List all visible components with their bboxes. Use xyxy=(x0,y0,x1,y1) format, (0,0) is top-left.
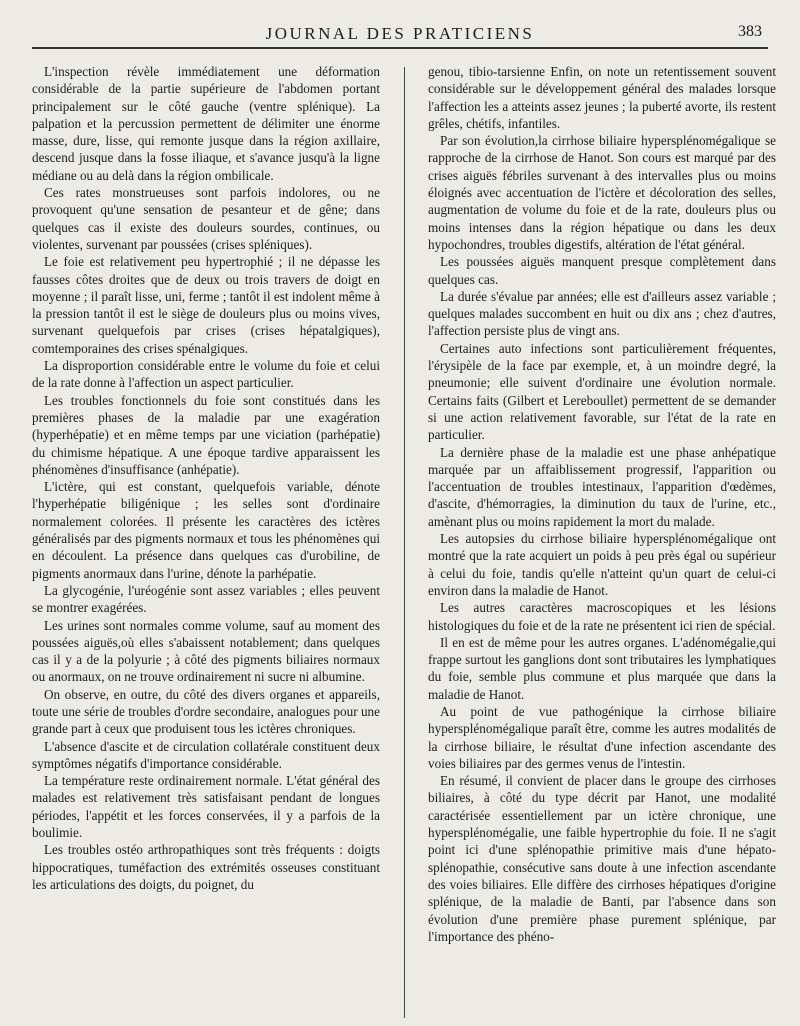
right-column xyxy=(428,63,776,1018)
page-header xyxy=(28,14,772,50)
paragraph: Certaines auto infections sont particulièrement fréquentes, l'érysipèle de la face par exemple, et, à un moindre degré, la pneumonie; elle suivent d'ordinaire une évolution normale. Certains faits (Gilbert et Lereboullet) permettent de se demander si une action relativement favorable, sur l'état de la rate en particulier. xyxy=(428,340,776,443)
paragraph: Les troubles fonctionnels du foie sont constitués dans les premières phases de la maladie par une exagération (hyperhépatie) et en même temps par une viciation (parhépatie) du chimisme hépatique. A une époque tardive apparaissent les phénomènes d'insuffisance (anhépatie). xyxy=(32,392,380,477)
paragraph: Les troubles ostéo arthropathiques sont très fréquents : doigts hippocratiques, tuméfaction des extrémités osseuses constituant les articulations des doigts, du poignet, du xyxy=(32,842,380,892)
page-number: 383 xyxy=(738,23,762,40)
paragraph: Il en est de même pour les autres organes. L'adénomégalie,qui frappe surtout les ganglions dont sont tributaires les lymphatiques du foie, semble plus commune et plus marquée que dans la maladie de Hanot. xyxy=(428,634,776,702)
running-title: JOURNAL DES PRATICIENS xyxy=(265,24,535,43)
paragraph: L'ictère, qui est constant, quelquefois variable, dénote l'hyperhépatie biligénique ; les selles sont d'ordinaire normalement colorées. Il présente les caractères des ictères généralisés par des pigments normaux et tous les phénomènes qui en découlent. La présence dans quelques cas d'urobiline, de pigments anormaux dans l'urine, dénote la parhépatie. xyxy=(32,479,380,581)
paragraph: La disproportion considérable entre le volume du foie et celui de la rate donne à l'affection un aspect particulier. xyxy=(32,358,380,391)
paragraph: Les urines sont normales comme volume, sauf au moment des poussées aiguës,où elles s'abaissent notablement; dans quelques cas il y a de la polyurie ; à côté des pigments biliaires normaux ou anormaux, on ne trouve ordinairement ni sucre ni albumine. xyxy=(32,617,380,685)
paragraph: Les autres caractères macroscopiques et les lésions histologiques du foie et de la rate ne présentent ici rien de spécial. xyxy=(428,600,776,633)
paragraph: Le foie est relativement peu hypertrophié ; il ne dépasse les fausses côtes droites que de deux ou trois travers de doigt en moyenne ; il paraît lisse, uni, ferme ; tantôt il est indolent même à la pression tantôt il est le siège de douleurs plus ou moins vives, survenant quelquefois par crises (crises hépatalgiques), comtemporaines des crises spénalgiques. xyxy=(32,254,380,356)
paragraph: La dernière phase de la maladie est une phase anhépatique marquée par un affaiblissement progressif, l'apparition ou l'accentuation de troubles intestinaux, l'apparition d'œdèmes, d'ascite, d'hémorragies, la diminution du taux de l'urine, etc., amènant plus ou moins rapidement la mort du malade. xyxy=(428,444,776,529)
paragraph: Au point de vue pathogénique la cirrhose biliaire hypersplénomégalique paraît être, comme les autres modalités de la cirrhose biliaire, le résultat d'une infection ascendante des voies biliaires par des germes venus de l'intestin. xyxy=(428,703,776,771)
paragraph: En résumé, il convient de placer dans le groupe des cirrhoses biliaires, à côté du type décrit par Hanot, une modalité caractérisée essentiellement par un ictère chronique, une hypersplénomégalie, une faible hypertrophie du foie. Il ne s'agit point ici d'une splénopathie primitive mais d'une hépato-splénopathie, consécutive sans doute à une infection ascendante des voies biliaires. Elle diffère des cirrhoses hépatiques d'origine splénique, de la maladie de Banti, par l'absence dans son évolution d'une première phase purement splénique, par l'importance des phéno- xyxy=(428,773,776,944)
paragraph: Ces rates monstrueuses sont parfois indolores, ou ne provoquent qu'une sensation de pesanteur et de gêne; dans quelques cas il existe des douleurs sourdes, continues, ou violentes, survenant par poussées (crises spléniques). xyxy=(32,185,380,252)
paragraph: La température reste ordinairement normale. L'état général des malades est relativement très satisfaisant pendant de longues périodes, l'appétit et les forces conservées, il y a parfois de la boulimie. xyxy=(32,773,380,841)
column-divider xyxy=(404,67,405,1018)
paragraph: Par son évolution,la cirrhose biliaire hypersplénomégalique se rapproche de la cirrhose de Hanot. Son cours est marqué par des crises aiguës fébriles survenant à des intervalles plus ou moins éloignés avec accentuation de l'ictère et décoloration des selles, augmentation de volume du foie et de la rate, douleurs plus ou moins intenses dans la région hépatique ou dans les deux hypochondres, troubles digestifs, altération de l'état général. xyxy=(428,133,776,252)
text-columns xyxy=(32,63,776,1018)
paragraph: On observe, en outre, du côté des divers organes et appareils, toute une série de troubles d'ordre secondaire, analogues pour une grande part à ceux que produisent tous les ictères chroniques. xyxy=(32,686,380,737)
header-rule xyxy=(32,47,768,49)
paragraph: L'inspection révèle immédiatement une déformation considérable de la partie supérieure de l'abdomen portant principalement sur le côté gauche (ventre splénique). La palpation et la percussion permettent de délimiter une énorme masse, dure, lisse, qui remonte jusque dans la région axillaire, descend jusque dans la fosse iliaque, et s'avance jusqu'à la ligne médiane ou au delà dans la région ombilicale. xyxy=(32,64,380,183)
paragraph: L'absence d'ascite et de circulation collatérale constituent deux symptômes négatifs d'importance considérable. xyxy=(32,738,380,771)
left-column xyxy=(32,63,380,1018)
paragraph: La durée s'évalue par années; elle est d'ailleurs assez variable ; quelques malades succombent en huit ou dix ans ; chez d'autres, l'affection persiste plus de vingt ans. xyxy=(428,288,776,339)
paragraph: La glycogénie, l'uréogénie sont assez variables ; elles peuvent se montrer exagérées. xyxy=(32,582,380,616)
paragraph: Les autopsies du cirrhose biliaire hypersplénomégalique ont montré que la rate acquiert un poids à peu près égal ou supérieur à celui du foie, tandis qu'elle n'atteint qu'un quart de celui-ci environ dans la maladie de Hanot. xyxy=(428,531,776,598)
paragraph: Les poussées aiguës manquent presque complètement dans quelques cas. xyxy=(428,254,776,287)
paragraph-continued: genou, tibio-tarsienne Enfin, on note un retentissement souvent considérable sur le développement général des malades lorsque l'affection les a atteints assez jeunes ; la puberté avorte, ils restent grêles, chétifs, infantiles. xyxy=(428,64,776,131)
